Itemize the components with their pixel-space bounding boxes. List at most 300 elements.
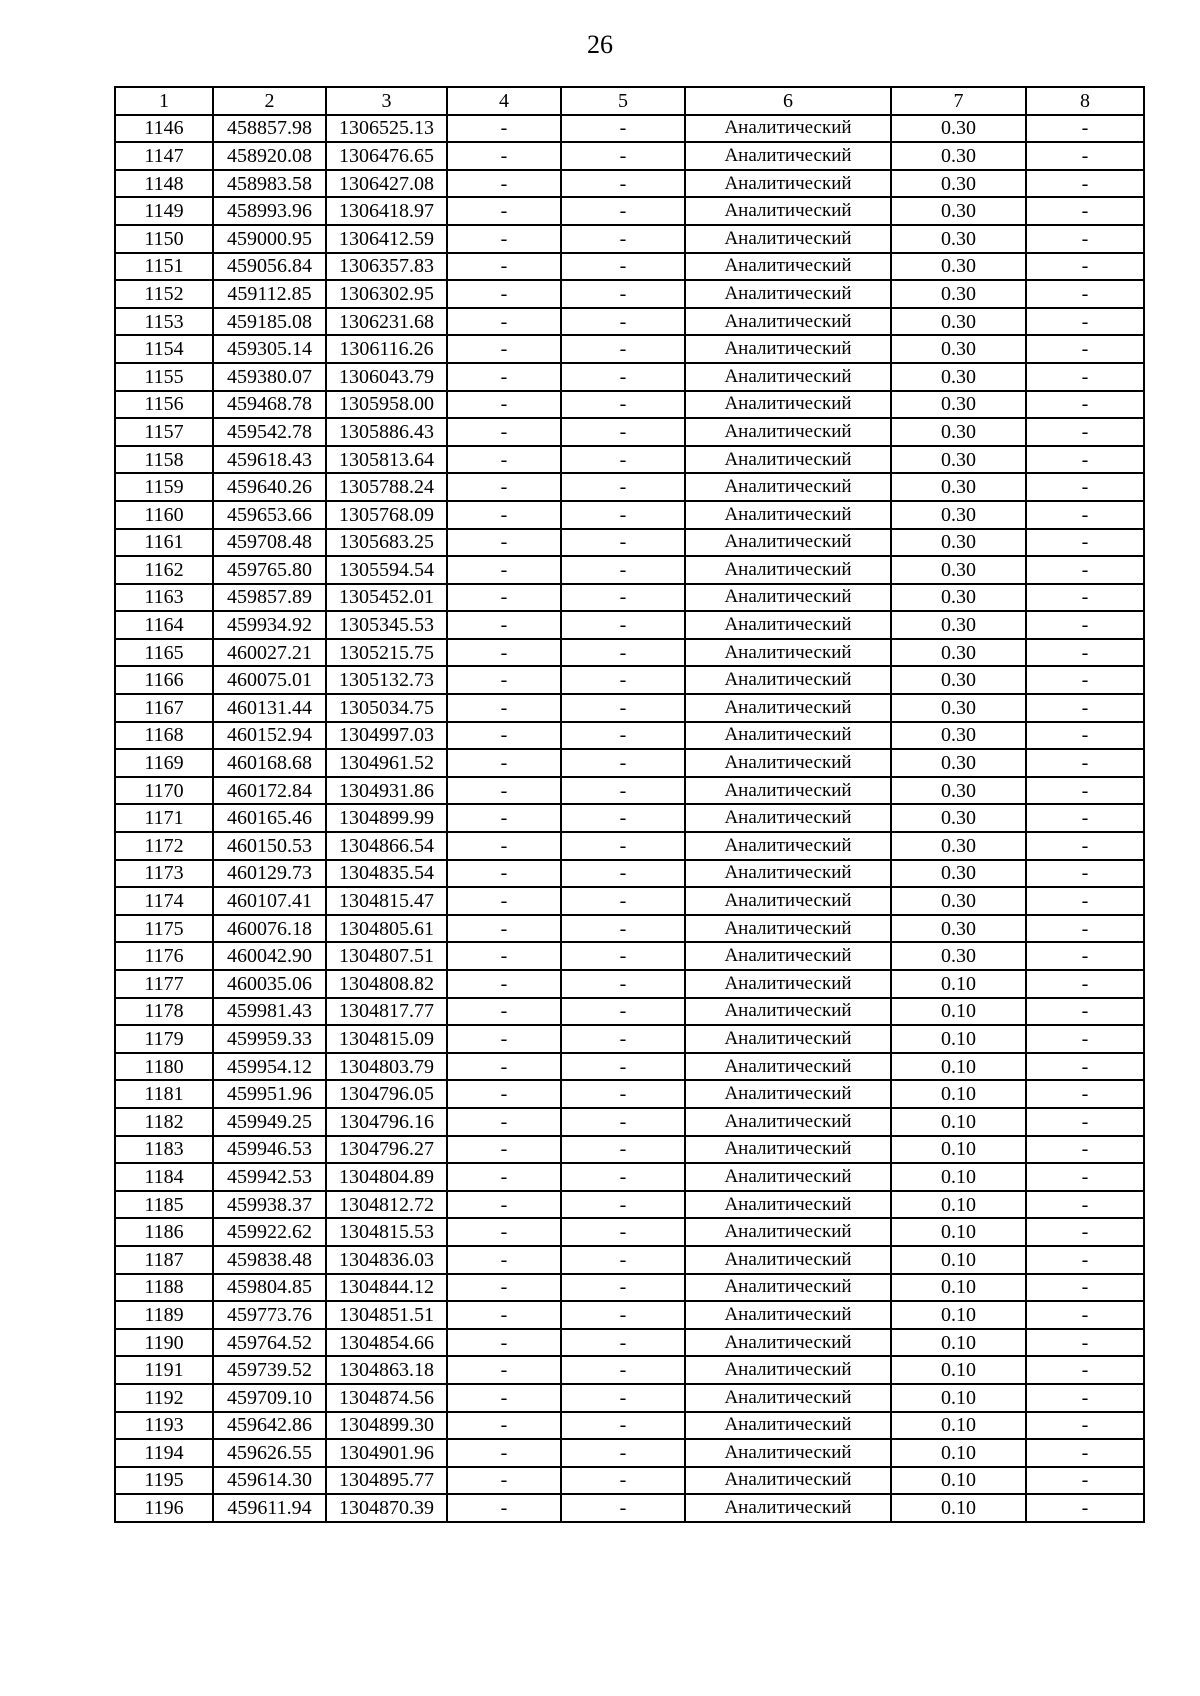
cell-col4: - [447,942,561,970]
cell-y-coordinate: 1304997.03 [326,722,447,750]
cell-point-number: 1184 [115,1163,213,1191]
cell-col4: - [447,1356,561,1384]
cell-col4: - [447,749,561,777]
cell-col5: - [561,308,685,336]
cell-y-coordinate: 1304812.72 [326,1191,447,1219]
cell-method: Аналитический [685,142,891,170]
cell-accuracy: 0.30 [891,363,1026,391]
coordinates-table [114,86,1145,1523]
cell-col4: - [447,584,561,612]
cell-point-number: 1153 [115,308,213,336]
cell-col5: - [561,1218,685,1246]
cell-col8: - [1026,1218,1144,1246]
table-row [115,473,1144,501]
cell-x-coordinate: 458920.08 [213,142,326,170]
cell-method: Аналитический [685,1163,891,1191]
cell-point-number: 1163 [115,584,213,612]
cell-y-coordinate: 1306525.13 [326,115,447,143]
cell-col5: - [561,363,685,391]
cell-method: Аналитический [685,942,891,970]
cell-point-number: 1175 [115,915,213,943]
cell-point-number: 1160 [115,501,213,529]
cell-accuracy: 0.10 [891,1218,1026,1246]
table-row [115,1218,1144,1246]
cell-col4: - [447,1218,561,1246]
cell-point-number: 1173 [115,860,213,888]
cell-col5: - [561,418,685,446]
cell-x-coordinate: 459838.48 [213,1246,326,1274]
cell-col4: - [447,915,561,943]
cell-col5: - [561,1053,685,1081]
cell-col8: - [1026,1108,1144,1136]
cell-col8: - [1026,418,1144,446]
table-row [115,529,1144,557]
cell-col5: - [561,804,685,832]
cell-point-number: 1170 [115,777,213,805]
cell-point-number: 1192 [115,1384,213,1412]
table-row [115,446,1144,474]
cell-method: Аналитический [685,1494,891,1522]
cell-point-number: 1157 [115,418,213,446]
cell-col4: - [447,308,561,336]
cell-accuracy: 0.10 [891,1301,1026,1329]
cell-point-number: 1178 [115,998,213,1026]
cell-col8: - [1026,1439,1144,1467]
cell-col8: - [1026,777,1144,805]
cell-x-coordinate: 459542.78 [213,418,326,446]
cell-y-coordinate: 1306418.97 [326,197,447,225]
cell-y-coordinate: 1304866.54 [326,832,447,860]
cell-col8: - [1026,611,1144,639]
table-row [115,280,1144,308]
cell-accuracy: 0.30 [891,942,1026,970]
cell-x-coordinate: 459185.08 [213,308,326,336]
cell-col8: - [1026,197,1144,225]
column-header-5: 5 [561,87,685,115]
cell-y-coordinate: 1304815.53 [326,1218,447,1246]
cell-col4: - [447,225,561,253]
cell-col8: - [1026,694,1144,722]
table-row [115,556,1144,584]
cell-col5: - [561,115,685,143]
cell-y-coordinate: 1305768.09 [326,501,447,529]
table-row [115,1274,1144,1302]
cell-col5: - [561,1274,685,1302]
cell-point-number: 1161 [115,529,213,557]
cell-col4: - [447,970,561,998]
cell-method: Аналитический [685,170,891,198]
cell-method: Аналитический [685,363,891,391]
cell-col4: - [447,1136,561,1164]
cell-col8: - [1026,280,1144,308]
cell-col5: - [561,1163,685,1191]
cell-accuracy: 0.30 [891,335,1026,363]
cell-point-number: 1181 [115,1080,213,1108]
cell-point-number: 1188 [115,1274,213,1302]
cell-x-coordinate: 458993.96 [213,197,326,225]
cell-col4: - [447,1053,561,1081]
cell-col5: - [561,1108,685,1136]
cell-point-number: 1148 [115,170,213,198]
cell-x-coordinate: 460152.94 [213,722,326,750]
cell-x-coordinate: 459000.95 [213,225,326,253]
cell-point-number: 1152 [115,280,213,308]
cell-col4: - [447,998,561,1026]
cell-accuracy: 0.30 [891,391,1026,419]
cell-col4: - [447,556,561,584]
cell-method: Аналитический [685,280,891,308]
cell-method: Аналитический [685,1301,891,1329]
table-row [115,777,1144,805]
cell-col8: - [1026,584,1144,612]
cell-method: Аналитический [685,1439,891,1467]
cell-col4: - [447,1108,561,1136]
cell-point-number: 1150 [115,225,213,253]
cell-y-coordinate: 1306302.95 [326,280,447,308]
cell-col5: - [561,1329,685,1357]
cell-y-coordinate: 1304863.18 [326,1356,447,1384]
cell-point-number: 1185 [115,1191,213,1219]
cell-x-coordinate: 459653.66 [213,501,326,529]
cell-accuracy: 0.30 [891,170,1026,198]
table-body [115,115,1144,1522]
column-header-4: 4 [447,87,561,115]
cell-col4: - [447,1384,561,1412]
cell-y-coordinate: 1304808.82 [326,970,447,998]
cell-y-coordinate: 1304844.12 [326,1274,447,1302]
table-row [115,832,1144,860]
cell-x-coordinate: 459934.92 [213,611,326,639]
cell-col4: - [447,1301,561,1329]
cell-col4: - [447,832,561,860]
table-row [115,115,1144,143]
table-row [115,694,1144,722]
cell-y-coordinate: 1306116.26 [326,335,447,363]
cell-col5: - [561,584,685,612]
cell-col4: - [447,529,561,557]
cell-x-coordinate: 459938.37 [213,1191,326,1219]
table-row [115,253,1144,281]
cell-col5: - [561,446,685,474]
cell-x-coordinate: 458983.58 [213,170,326,198]
cell-accuracy: 0.30 [891,142,1026,170]
cell-accuracy: 0.30 [891,804,1026,832]
cell-x-coordinate: 459922.62 [213,1218,326,1246]
cell-point-number: 1196 [115,1494,213,1522]
cell-method: Аналитический [685,556,891,584]
cell-accuracy: 0.30 [891,529,1026,557]
cell-col8: - [1026,1025,1144,1053]
cell-col4: - [447,722,561,750]
cell-method: Аналитический [685,1412,891,1440]
cell-accuracy: 0.30 [891,556,1026,584]
cell-accuracy: 0.10 [891,970,1026,998]
table-row [115,722,1144,750]
cell-method: Аналитический [685,860,891,888]
cell-point-number: 1182 [115,1108,213,1136]
cell-y-coordinate: 1306043.79 [326,363,447,391]
cell-method: Аналитический [685,887,891,915]
cell-y-coordinate: 1305788.24 [326,473,447,501]
table-row [115,197,1144,225]
cell-x-coordinate: 459764.52 [213,1329,326,1357]
cell-accuracy: 0.10 [891,1163,1026,1191]
cell-point-number: 1169 [115,749,213,777]
table-row [115,501,1144,529]
cell-point-number: 1165 [115,639,213,667]
cell-x-coordinate: 459959.33 [213,1025,326,1053]
cell-col5: - [561,1412,685,1440]
cell-col5: - [561,1301,685,1329]
cell-y-coordinate: 1305958.00 [326,391,447,419]
table-row [115,225,1144,253]
cell-col4: - [447,473,561,501]
cell-method: Аналитический [685,1384,891,1412]
cell-point-number: 1171 [115,804,213,832]
cell-x-coordinate: 460168.68 [213,749,326,777]
cell-accuracy: 0.10 [891,1191,1026,1219]
cell-accuracy: 0.10 [891,1412,1026,1440]
cell-y-coordinate: 1304851.51 [326,1301,447,1329]
cell-col8: - [1026,556,1144,584]
cell-col5: - [561,170,685,198]
cell-col5: - [561,1246,685,1274]
cell-col5: - [561,1136,685,1164]
table-row [115,804,1144,832]
cell-y-coordinate: 1306412.59 [326,225,447,253]
cell-col4: - [447,887,561,915]
column-header-1: 1 [115,87,213,115]
cell-accuracy: 0.30 [891,749,1026,777]
table-row [115,142,1144,170]
cell-y-coordinate: 1304874.56 [326,1384,447,1412]
cell-method: Аналитический [685,1080,891,1108]
cell-accuracy: 0.10 [891,1494,1026,1522]
cell-accuracy: 0.30 [891,915,1026,943]
cell-col5: - [561,611,685,639]
cell-method: Аналитический [685,970,891,998]
cell-method: Аналитический [685,694,891,722]
cell-point-number: 1172 [115,832,213,860]
cell-col8: - [1026,1301,1144,1329]
cell-method: Аналитический [685,501,891,529]
cell-accuracy: 0.30 [891,666,1026,694]
cell-point-number: 1180 [115,1053,213,1081]
cell-method: Аналитический [685,611,891,639]
cell-col5: - [561,225,685,253]
cell-x-coordinate: 459804.85 [213,1274,326,1302]
cell-y-coordinate: 1305215.75 [326,639,447,667]
cell-col8: - [1026,639,1144,667]
cell-point-number: 1162 [115,556,213,584]
table-row [115,308,1144,336]
cell-col8: - [1026,501,1144,529]
cell-col8: - [1026,253,1144,281]
cell-col5: - [561,1384,685,1412]
column-header-3: 3 [326,87,447,115]
cell-method: Аналитический [685,1136,891,1164]
table-row [115,998,1144,1026]
page-number: 26 [587,30,613,59]
cell-accuracy: 0.10 [891,1108,1026,1136]
cell-col5: - [561,253,685,281]
cell-y-coordinate: 1306357.83 [326,253,447,281]
cell-y-coordinate: 1305452.01 [326,584,447,612]
cell-y-coordinate: 1304817.77 [326,998,447,1026]
table-row [115,1356,1144,1384]
cell-col8: - [1026,1136,1144,1164]
cell-col8: - [1026,942,1144,970]
cell-x-coordinate: 460076.18 [213,915,326,943]
cell-method: Аналитический [685,335,891,363]
cell-point-number: 1147 [115,142,213,170]
cell-col8: - [1026,473,1144,501]
cell-x-coordinate: 459112.85 [213,280,326,308]
cell-method: Аналитический [685,1053,891,1081]
cell-accuracy: 0.30 [891,115,1026,143]
cell-y-coordinate: 1304815.09 [326,1025,447,1053]
table-row [115,584,1144,612]
cell-method: Аналитический [685,1356,891,1384]
cell-y-coordinate: 1304804.89 [326,1163,447,1191]
cell-accuracy: 0.30 [891,887,1026,915]
cell-accuracy: 0.30 [891,308,1026,336]
cell-col5: - [561,1356,685,1384]
cell-col8: - [1026,860,1144,888]
table-row [115,1412,1144,1440]
cell-col8: - [1026,1412,1144,1440]
table-row [115,363,1144,391]
cell-col8: - [1026,363,1144,391]
cell-accuracy: 0.30 [891,611,1026,639]
cell-accuracy: 0.30 [891,722,1026,750]
table-row [115,1329,1144,1357]
cell-x-coordinate: 459739.52 [213,1356,326,1384]
cell-y-coordinate: 1304961.52 [326,749,447,777]
cell-accuracy: 0.30 [891,280,1026,308]
cell-accuracy: 0.30 [891,694,1026,722]
cell-y-coordinate: 1305683.25 [326,529,447,557]
cell-col5: - [561,722,685,750]
table-row [115,335,1144,363]
cell-col5: - [561,391,685,419]
cell-accuracy: 0.30 [891,639,1026,667]
cell-x-coordinate: 458857.98 [213,115,326,143]
cell-method: Аналитический [685,749,891,777]
cell-x-coordinate: 459954.12 [213,1053,326,1081]
cell-method: Аналитический [685,584,891,612]
cell-method: Аналитический [685,197,891,225]
cell-y-coordinate: 1304796.05 [326,1080,447,1108]
table-row [115,1163,1144,1191]
cell-y-coordinate: 1304835.54 [326,860,447,888]
cell-method: Аналитический [685,1108,891,1136]
cell-col8: - [1026,666,1144,694]
cell-col4: - [447,1025,561,1053]
cell-y-coordinate: 1305594.54 [326,556,447,584]
table-row [115,666,1144,694]
cell-x-coordinate: 459949.25 [213,1108,326,1136]
cell-point-number: 1167 [115,694,213,722]
cell-col4: - [447,170,561,198]
cell-col5: - [561,1025,685,1053]
cell-x-coordinate: 459765.80 [213,556,326,584]
cell-col4: - [447,694,561,722]
table-row [115,1080,1144,1108]
cell-col8: - [1026,1274,1144,1302]
table-row [115,1136,1144,1164]
cell-method: Аналитический [685,804,891,832]
table-row [115,639,1144,667]
cell-y-coordinate: 1305813.64 [326,446,447,474]
cell-point-number: 1189 [115,1301,213,1329]
cell-col4: - [447,1080,561,1108]
table-row [115,1301,1144,1329]
cell-col5: - [561,1191,685,1219]
cell-col5: - [561,197,685,225]
cell-method: Аналитический [685,666,891,694]
cell-x-coordinate: 459614.30 [213,1467,326,1495]
cell-col8: - [1026,225,1144,253]
table-header-row [115,87,1144,115]
cell-col5: - [561,1080,685,1108]
cell-method: Аналитический [685,253,891,281]
cell-col5: - [561,998,685,1026]
cell-method: Аналитический [685,722,891,750]
cell-col5: - [561,473,685,501]
table-row [115,970,1144,998]
cell-col8: - [1026,446,1144,474]
cell-point-number: 1191 [115,1356,213,1384]
cell-col5: - [561,1439,685,1467]
cell-y-coordinate: 1306476.65 [326,142,447,170]
cell-accuracy: 0.10 [891,1080,1026,1108]
cell-x-coordinate: 460131.44 [213,694,326,722]
cell-col5: - [561,694,685,722]
cell-x-coordinate: 459709.10 [213,1384,326,1412]
cell-col4: - [447,446,561,474]
table-row [115,1494,1144,1522]
cell-col5: - [561,556,685,584]
cell-method: Аналитический [685,1218,891,1246]
cell-x-coordinate: 459981.43 [213,998,326,1026]
cell-y-coordinate: 1304803.79 [326,1053,447,1081]
cell-method: Аналитический [685,915,891,943]
cell-col8: - [1026,722,1144,750]
cell-y-coordinate: 1304931.86 [326,777,447,805]
table-row [115,887,1144,915]
cell-x-coordinate: 459618.43 [213,446,326,474]
cell-accuracy: 0.30 [891,225,1026,253]
cell-accuracy: 0.30 [891,860,1026,888]
table-row [115,1439,1144,1467]
cell-col4: - [447,142,561,170]
cell-col8: - [1026,970,1144,998]
cell-col4: - [447,666,561,694]
cell-accuracy: 0.10 [891,1274,1026,1302]
cell-col4: - [447,280,561,308]
cell-col5: - [561,529,685,557]
cell-point-number: 1183 [115,1136,213,1164]
cell-accuracy: 0.10 [891,1329,1026,1357]
cell-col8: - [1026,142,1144,170]
cell-method: Аналитический [685,308,891,336]
cell-col4: - [447,1494,561,1522]
cell-y-coordinate: 1305345.53 [326,611,447,639]
column-header-7: 7 [891,87,1026,115]
cell-x-coordinate: 459942.53 [213,1163,326,1191]
table-row [115,418,1144,446]
